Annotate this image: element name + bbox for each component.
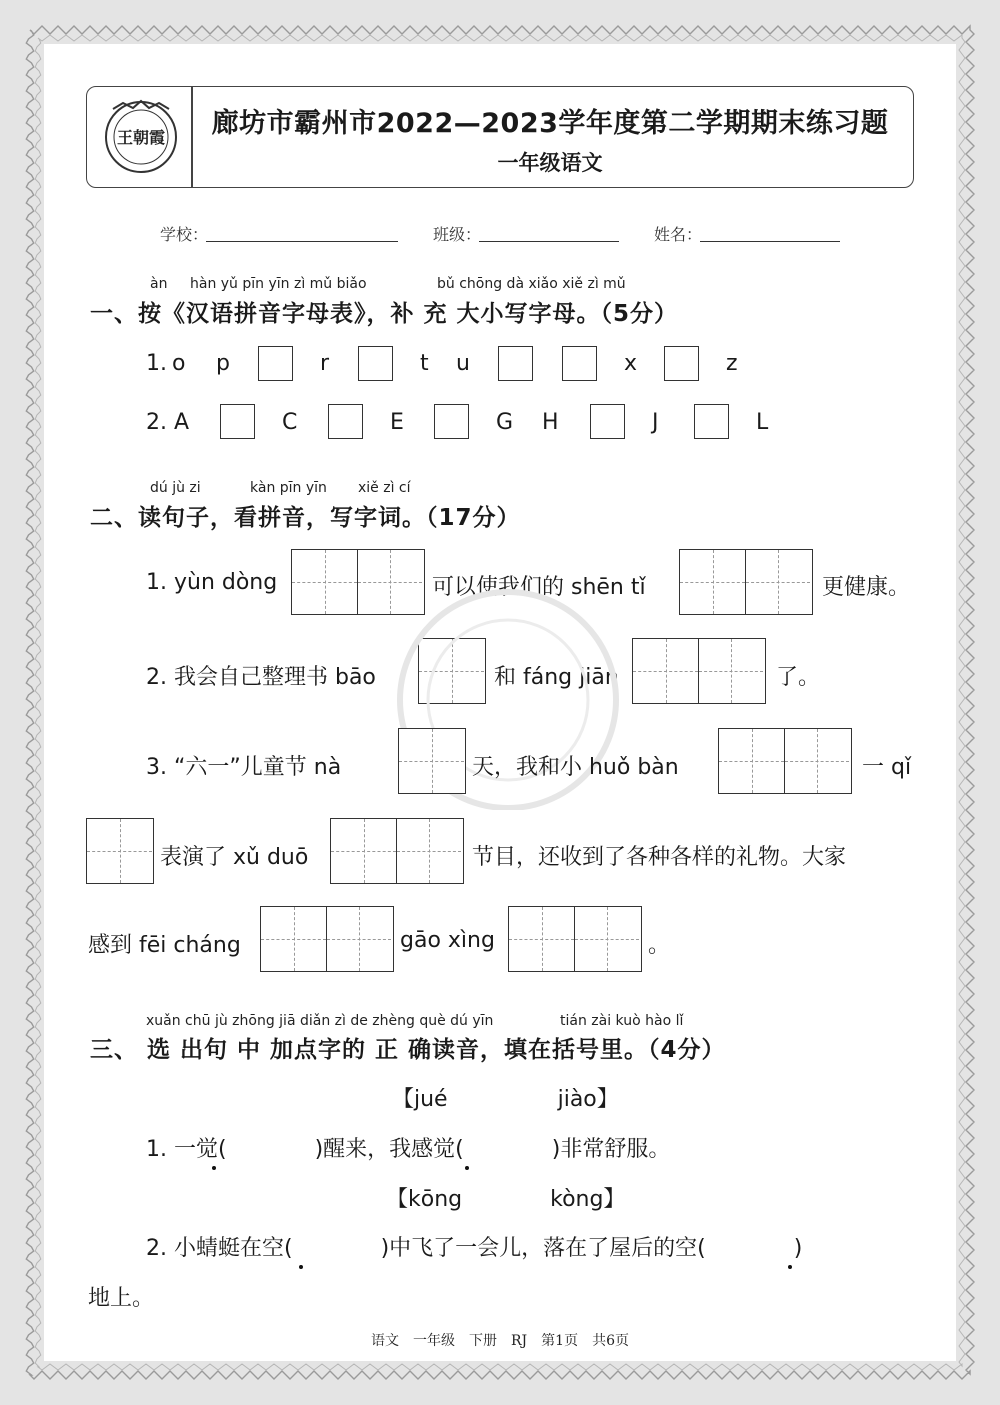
pinyin-heading-2a: dú jù zi	[150, 480, 201, 496]
q3b-text-a: 表演了 xǔ duō	[160, 845, 309, 870]
header-divider	[191, 87, 193, 187]
letter: o	[172, 351, 186, 376]
logo-text: 王朝霞	[116, 128, 166, 147]
school-label: 学校：	[160, 225, 209, 244]
writing-grid[interactable]	[718, 728, 852, 794]
q3-text-c: 一 qǐ	[862, 755, 912, 780]
letter-answer-box[interactable]	[328, 404, 363, 439]
row-number: 2.	[146, 410, 167, 435]
pinyin-heading-1: hàn yǔ pīn yīn zì mǔ biǎo	[190, 276, 367, 292]
pinyin-an: àn	[150, 276, 168, 292]
class-label: 班级：	[433, 225, 482, 244]
letter-answer-box[interactable]	[434, 404, 469, 439]
letter-answer-box[interactable]	[694, 404, 729, 439]
pinyin-heading-2c: xiě zì cí	[358, 480, 411, 496]
page-subtitle: 一年级语文	[497, 151, 603, 175]
class-field[interactable]	[479, 241, 619, 242]
page-footer: 语文 一年级 下册 RJ 第1页 共6页	[371, 1333, 629, 1349]
letter: r	[320, 351, 330, 376]
name-label: 姓名：	[654, 225, 703, 244]
writing-grid[interactable]	[508, 906, 642, 972]
section1-heading: 一、按《汉语拼音字母表》，补 充 大小写字母。（5分）	[90, 301, 679, 327]
q3-2-text: 2. 小蜻蜓在空( )中飞了一会儿，落在了屋后的空( )	[146, 1236, 803, 1261]
letter-answer-box[interactable]	[220, 404, 255, 439]
writing-grid[interactable]	[632, 638, 766, 704]
pinyin-heading-3b: tián zài kuò hào lǐ	[560, 1013, 684, 1029]
letter-answer-box[interactable]	[664, 346, 699, 381]
q3-text-a: 3. “六一”儿童节 nà	[146, 755, 342, 780]
letter: p	[216, 351, 230, 376]
letter-answer-box[interactable]	[498, 346, 533, 381]
letter-answer-box[interactable]	[258, 346, 293, 381]
writing-grid[interactable]	[260, 906, 394, 972]
q2-text-c: 了。	[776, 665, 821, 690]
letter-answer-box[interactable]	[562, 346, 597, 381]
q2-text-b: 和 fáng jiān	[494, 665, 619, 690]
school-field[interactable]	[206, 241, 398, 242]
publisher-seal-logo	[103, 99, 179, 175]
letter-answer-box[interactable]	[358, 346, 393, 381]
letter-answer-box[interactable]	[590, 404, 625, 439]
section2-heading: 二、读句子，看拼音，写字词。（17分）	[90, 505, 521, 531]
letter: u	[456, 351, 470, 376]
q3c-text-b: gāo xìng	[400, 928, 495, 953]
pinyin-heading-3a: xuǎn chū jù zhōng jiā diǎn zì de zhèng què dú yīn	[146, 1013, 494, 1029]
writing-grid[interactable]	[86, 818, 154, 884]
emphasis-dot	[212, 1166, 216, 1170]
letter: z	[726, 351, 738, 376]
q1-text-a: 1. yùn dòng	[146, 570, 278, 595]
letter: x	[624, 351, 638, 376]
letter: J	[652, 410, 659, 435]
letter: L	[756, 410, 769, 435]
q3-text-b: 天，我和小 huǒ bàn	[472, 755, 679, 780]
letter: t	[420, 351, 429, 376]
page-title: 廊坊市霸州市2022—2023学年度第二学期期末练习题	[211, 108, 889, 139]
options-jue-jiao: 【jué jiào】	[392, 1087, 619, 1112]
letter: H	[542, 410, 559, 435]
q2-text-a: 2. 我会自己整理书 bāo	[146, 665, 376, 690]
letter: E	[390, 410, 404, 435]
writing-grid[interactable]	[330, 818, 464, 884]
emphasis-dot	[465, 1166, 469, 1170]
q3c-text-c: 。	[648, 933, 671, 958]
letter: G	[496, 410, 514, 435]
options-kong: 【kōng kòng】	[386, 1187, 626, 1212]
section3-heading: 三、 选 出句 中 加点字的 正 确读音，填在括号里。（4分）	[90, 1037, 726, 1063]
writing-grid[interactable]	[398, 728, 466, 794]
title-header-box	[86, 86, 914, 188]
writing-grid[interactable]	[679, 549, 813, 615]
q3b-text-b: 节目，还收到了各种各样的礼物。大家	[472, 845, 847, 870]
name-field[interactable]	[700, 241, 840, 242]
q1-text-b: 可以使我们的 shēn tǐ	[432, 575, 646, 600]
q3-1-text: 1. 一觉( )醒来，我感觉( )非常舒服。	[146, 1137, 671, 1162]
emphasis-dot	[788, 1265, 792, 1269]
q1-text-c: 更健康。	[822, 575, 911, 600]
row-number: 1.	[146, 351, 167, 376]
pinyin-heading-2b: kàn pīn yīn	[250, 480, 327, 496]
emphasis-dot	[299, 1265, 303, 1269]
q3-2-text-b: 地上。	[88, 1286, 155, 1311]
q3c-text-a: 感到 fēi cháng	[88, 933, 241, 958]
letter: C	[282, 410, 298, 435]
pinyin-heading-1b: bǔ chōng dà xiǎo xiě zì mǔ	[437, 276, 626, 292]
letter: A	[174, 410, 190, 435]
